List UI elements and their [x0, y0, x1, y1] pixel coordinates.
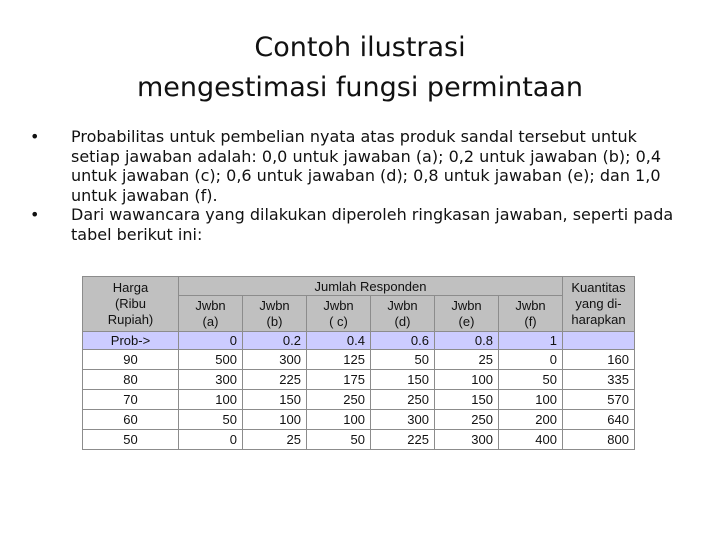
table-cell: 300	[243, 350, 307, 370]
harga-header	[83, 277, 179, 332]
table-cell: 100	[499, 390, 563, 410]
harga-cell: 70	[83, 390, 179, 410]
column-header-a: Jwbn (a)	[179, 296, 243, 332]
table-cell: 225	[243, 370, 307, 390]
table-cell: 100	[307, 410, 371, 430]
bullet-item	[26, 205, 686, 244]
harga-cell: 50	[83, 430, 179, 450]
table-cell: 100	[179, 390, 243, 410]
harga-header-line: Harga	[112, 280, 149, 295]
quantity-cell: 160	[563, 350, 635, 370]
table-cell: 100	[243, 410, 307, 430]
kuantitas-header-line: Kuantitas	[571, 280, 626, 295]
table-cell: 175	[307, 370, 371, 390]
table-cell: 225	[371, 430, 435, 450]
title-line-2: mengestimasi fungsi permintaan	[136, 72, 584, 103]
table-cell: 200	[499, 410, 563, 430]
prob-label: Prob->	[83, 332, 179, 350]
table-row	[83, 410, 635, 430]
prob-value: 0.2	[243, 332, 307, 350]
bullet-text: Probabilitas untuk pembelian nyata atas produk sandal tersebut untuk setiap jawaban adalah: 0,0 untuk jawaban (a); 0,2 untuk jawaban (b); 0,4 untuk jawaban (c); 0,6 untuk jawaban (d); 0,8 untuk jawaban (e); dan 1,0 untuk jawaban (f).	[71, 127, 662, 205]
table-cell: 250	[307, 390, 371, 410]
quantity-cell: 570	[563, 390, 635, 410]
table-row	[83, 390, 635, 410]
quantity-cell: 800	[563, 430, 635, 450]
quantity-cell: 335	[563, 370, 635, 390]
table-cell: 25	[243, 430, 307, 450]
slide-title	[0, 28, 720, 108]
table-cell: 150	[243, 390, 307, 410]
bullet-dot-icon: •	[30, 127, 40, 146]
kuantitas-header	[563, 277, 635, 332]
prob-value: 1	[499, 332, 563, 350]
jumlah-responden-header: Jumlah Responden	[179, 277, 563, 296]
table-cell: 300	[435, 430, 499, 450]
table-row	[83, 430, 635, 450]
bullet-text: Dari wawancara yang dilakukan diperoleh ringkasan jawaban, seperti pada tabel berikut ini:	[71, 205, 674, 244]
kuantitas-header-line: yang di-	[575, 296, 622, 311]
column-header-b: Jwbn (b)	[243, 296, 307, 332]
table-row	[83, 350, 635, 370]
table-cell: 250	[435, 410, 499, 430]
bullet-dot-icon: •	[30, 205, 40, 224]
table-cell: 125	[307, 350, 371, 370]
kuantitas-header-line: harapkan	[571, 312, 626, 327]
table-cell: 500	[179, 350, 243, 370]
table-cell: 0	[179, 430, 243, 450]
title-line-1: Contoh ilustrasi	[254, 32, 466, 63]
bullet-item	[26, 127, 686, 205]
quantity-cell: 640	[563, 410, 635, 430]
column-header-d: Jwbn (d)	[371, 296, 435, 332]
prob-value: 0.4	[307, 332, 371, 350]
prob-value: 0.6	[371, 332, 435, 350]
table-cell: 50	[179, 410, 243, 430]
table-row	[83, 370, 635, 390]
harga-header-line: (Ribu	[114, 296, 147, 311]
table-cell: 400	[499, 430, 563, 450]
table-cell: 150	[435, 390, 499, 410]
prob-quantity	[563, 332, 635, 350]
harga-cell: 80	[83, 370, 179, 390]
harga-header-line: Rupiah)	[107, 312, 154, 327]
table-cell: 50	[499, 370, 563, 390]
prob-value: 0.8	[435, 332, 499, 350]
table-cell: 0	[499, 350, 563, 370]
table-cell: 250	[371, 390, 435, 410]
table-cell: 300	[179, 370, 243, 390]
column-header-e: Jwbn (e)	[435, 296, 499, 332]
probability-row	[83, 332, 635, 350]
column-header-c: Jwbn ( c)	[307, 296, 371, 332]
table-cell: 100	[435, 370, 499, 390]
table-cell: 50	[307, 430, 371, 450]
table-cell: 300	[371, 410, 435, 430]
prob-value: 0	[179, 332, 243, 350]
table-cell: 50	[371, 350, 435, 370]
table-cell: 25	[435, 350, 499, 370]
bullet-list	[26, 127, 686, 244]
harga-cell: 90	[83, 350, 179, 370]
column-header-f: Jwbn (f)	[499, 296, 563, 332]
harga-cell: 60	[83, 410, 179, 430]
responden-table	[82, 276, 635, 450]
responden-table-wrapper	[82, 276, 635, 450]
table-cell: 150	[371, 370, 435, 390]
